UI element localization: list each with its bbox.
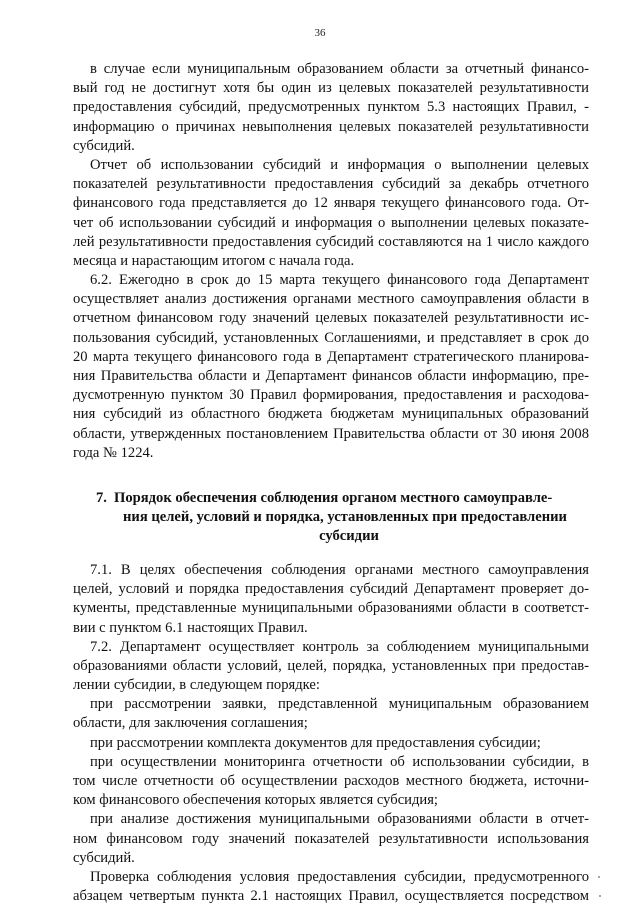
paragraph bbox=[73, 638, 589, 696]
paragraph bbox=[73, 734, 589, 753]
text-line: целей, условий и порядка предоставления субсидий Департамент проверяет до- bbox=[73, 581, 589, 598]
text-line: абзацем четвертым пункта 2.1 настоящих Правил, осуществляется посредством bbox=[73, 888, 589, 905]
text-line: ния Правительства области и Департамент финансов области информацию, пре- bbox=[73, 368, 589, 384]
paragraph bbox=[73, 156, 589, 271]
text-line: субсидий. bbox=[73, 137, 135, 154]
paragraph bbox=[73, 60, 589, 156]
text-line: том числе отчетности об осуществлении расходов местного бюджета, источни- bbox=[73, 773, 589, 789]
text-line: осуществляет анализ достижения органами местного самоуправления области в bbox=[73, 291, 589, 308]
text-line: субсидий. bbox=[73, 849, 135, 866]
text-line: показателей результативности предоставления субсидий за декабрь отчетного bbox=[73, 176, 589, 193]
text-line: при рассмотрении заявки, представленной муниципальным образованием bbox=[90, 696, 589, 713]
heading-text: Порядок обеспечения соблюдения органом местного самоуправле- bbox=[114, 489, 553, 506]
text-line: Отчет об использовании субсидий и информация о выполнении целевых bbox=[90, 156, 589, 173]
text-line: 6.2. Ежегодно в срок до 15 марта текущего финансового года Департамент bbox=[90, 272, 589, 289]
text-line: при осуществлении мониторинга отчетности об использовании субсидии, в bbox=[90, 753, 589, 770]
text-line: дусмотренную пунктом 30 Правил формирования, предоставления и расходова- bbox=[73, 387, 589, 404]
scan-speck bbox=[598, 876, 600, 878]
heading-line: субсидии bbox=[319, 527, 379, 544]
text-line: области, утвержденных постановлением Правительства области от 30 июня 2008 bbox=[73, 425, 589, 442]
paragraph bbox=[73, 271, 589, 463]
text-line: года № 1224. bbox=[73, 444, 154, 461]
text-line: информацию о причинах невыполнения целевых показателей результативности bbox=[73, 118, 589, 135]
page-number: 36 bbox=[314, 27, 326, 39]
paragraph bbox=[73, 561, 589, 638]
heading-number: 7. bbox=[96, 489, 107, 506]
text-line: в случае если муниципальным образованием области за отчетный финансо- bbox=[90, 61, 589, 77]
heading-line bbox=[73, 489, 589, 508]
text-line: области, для заключения соглашения; bbox=[73, 715, 308, 732]
text-line: вии с пунктом 6.1 настоящих Правил. bbox=[73, 619, 308, 636]
text-line: образованиями области условий, целей, порядка, установленных при предостав- bbox=[73, 657, 589, 674]
heading-line: ния целей, условий и порядка, установленных при предоставлении bbox=[123, 508, 567, 525]
text-line: ном финансовом году значений показателей результативности использования bbox=[73, 830, 589, 847]
section-heading bbox=[73, 489, 589, 546]
text-line: предоставления субсидий, предусмотренных пунктом 5.3 настоящих Правил, - bbox=[73, 99, 589, 116]
document-body bbox=[73, 60, 589, 906]
paragraph bbox=[73, 695, 589, 733]
text-line: ния субсидий из областного бюджета бюджетам муниципальных образований bbox=[73, 406, 589, 423]
paragraph bbox=[73, 810, 589, 868]
text-line: лении субсидии, в следующем порядке: bbox=[73, 677, 320, 694]
text-line: вый год не достигнут хотя бы один из целевых показателей результативности bbox=[73, 80, 589, 97]
text-line: отчетном финансовом году значений целевых показателей результативности ис- bbox=[73, 310, 589, 327]
text-line: месяца и нарастающим итогом с начала года. bbox=[73, 252, 355, 269]
text-line: кументы, представленные муниципальными образованиями области в соответст- bbox=[73, 600, 589, 617]
paragraph bbox=[73, 868, 589, 906]
text-line: ком финансового обеспечения которых является субсидия; bbox=[73, 792, 438, 809]
text-line: 7.1. В целях обеспечения соблюдения органами местного самоуправления bbox=[90, 561, 589, 578]
text-line: Проверка соблюдения условия предоставления субсидии, предусмотренного bbox=[90, 868, 589, 885]
text-line: при рассмотрении комплекта документов для предоставления субсидии; bbox=[90, 734, 541, 751]
text-line: 20 марта текущего финансового года в Департамент стратегического планирова- bbox=[73, 348, 589, 365]
text-line: 7.2. Департамент осуществляет контроль за соблюдением муниципальными bbox=[90, 638, 589, 655]
text-line: чет об использовании субсидий и информация о выполнении целевых показате- bbox=[73, 214, 589, 231]
text-line: лей результативности предоставления субсидий составляются на 1 число каждого bbox=[73, 233, 589, 250]
scan-speck bbox=[599, 895, 601, 897]
text-line: финансового года представляется до 12 января текущего финансового года. От- bbox=[73, 195, 589, 212]
text-line: пользования субсидий, установленных Соглашениями, и представляет в срок до bbox=[73, 329, 589, 346]
text-line: при анализе достижения муниципальными образованиями области в отчет- bbox=[90, 811, 589, 828]
paragraph bbox=[73, 753, 589, 811]
